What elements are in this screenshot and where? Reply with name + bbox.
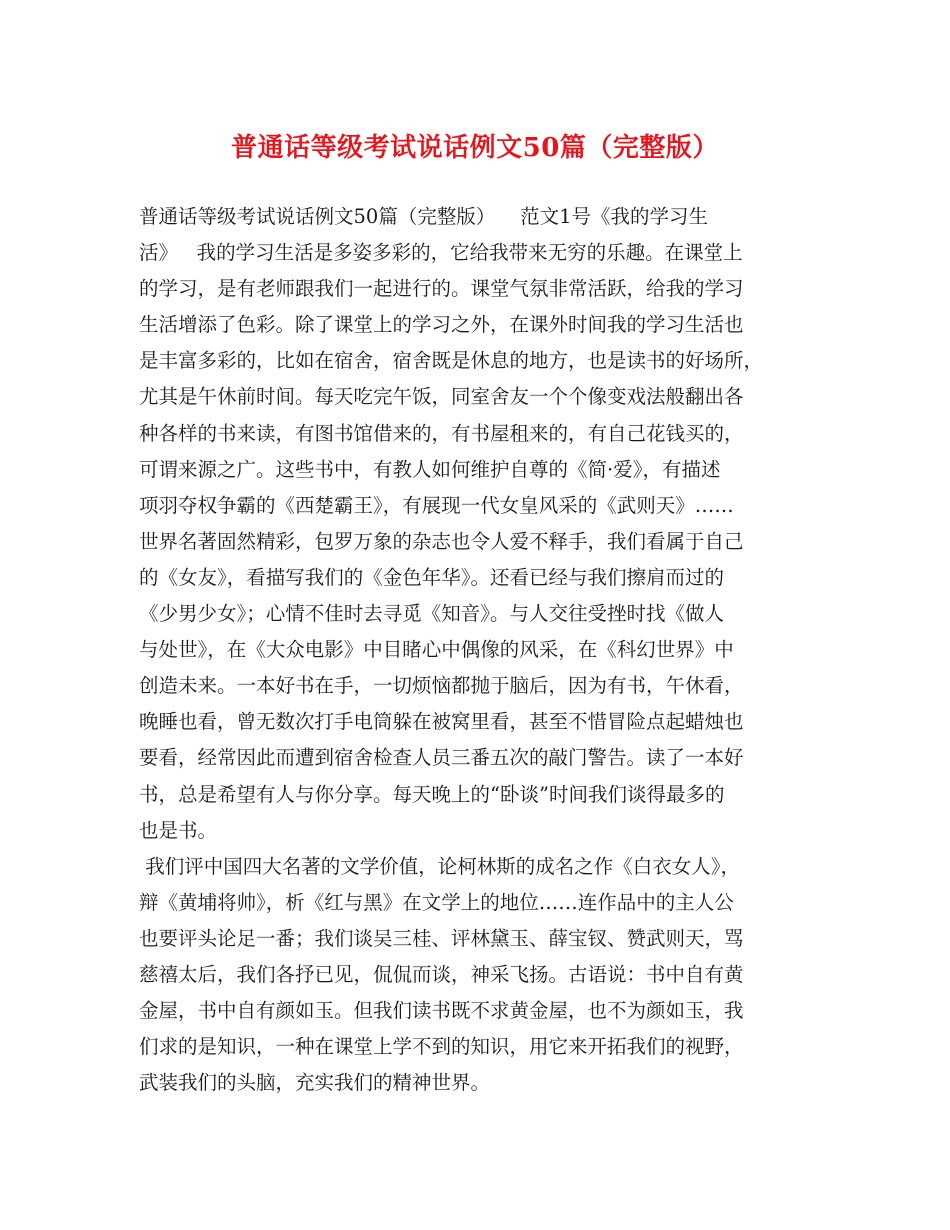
text-line: 要看，经常因此而遭到宿舍检查人员三番五次的敲门警告。读了一本好 (139, 746, 744, 770)
text-line: 的学习，是有老师跟我们一起进行的。课堂气氛非常活跃，给我的学习 (139, 277, 744, 301)
text-line: 普通话等级考试说话例文50篇（完整版） 范文1号《我的学习生 (139, 205, 709, 228)
text-line: 我们评中国四大名著的文学价值，论柯林斯的成名之作《白衣女人》， (139, 854, 740, 878)
text-line: 《少男少女》；心情不佳时去寻觅《知音》。与人交往受挫时找《做人 (139, 602, 725, 626)
text-line: 生活增添了色彩。除了课堂上的学习之外，在课外时间我的学习生活也 (139, 313, 744, 337)
text-line: 可谓来源之广。这些书中，有教人如何维护自尊的《简·爱》，有描述 (139, 457, 721, 481)
text-line: 项羽夺权争霸的《西楚霸王》，有展现一代女皇风采的《武则天》…… (139, 493, 734, 517)
text-line: 书，总是希望有人与你分享。每天晚上的“卧谈”时间我们谈得最多的 (139, 782, 725, 806)
text-line: 创造未来。一本好书在手，一切烦恼都抛于脑后，因为有书，午休看， (139, 674, 744, 698)
text-line: 金屋，书中自有颜如玉。但我们读书既不求黄金屋，也不为颜如玉，我 (139, 999, 744, 1023)
text-line: 也是书。 (139, 818, 218, 842)
text-line: 们求的是知识，一种在课堂上学不到的知识，用它来开拓我们的视野， (139, 1035, 744, 1059)
text-line: 种各样的书来读，有图书馆借来的，有书屋租来的，有自己花钱买的， (139, 421, 744, 445)
text-line: 晚睡也看，曾无数次打手电筒躲在被窝里看，甚至不惜冒险点起蜡烛也 (139, 710, 744, 734)
text-line: 尤其是午休前时间。每天吃完午饭，同室舍友一个个像变戏法般翻出各 (139, 385, 744, 409)
text-line: 与处世》，在《大众电影》中目睹心中偶像的风采，在《科幻世界》中 (139, 638, 734, 662)
text-line: 辩《黄埔将帅》，析《红与黑》在文学上的地位……连作品中的主人公 (139, 890, 734, 914)
text-line: 活》 我的学习生活是多姿多彩的，它给我带来无穷的乐趣。在课堂上 (139, 241, 743, 265)
document-title: 普通话等级考试说话例文50篇（完整版） (231, 133, 719, 163)
text-line: 武装我们的头脑，充实我们的精神世界。 (139, 1071, 491, 1095)
text-line: 是丰富多彩的，比如在宿舍，宿舍既是休息的地方，也是读书的好场所， (139, 349, 764, 373)
document-body (139, 199, 819, 1101)
text-line: 的《女友》，看描写我们的《金色年华》。还看已经与我们擦肩而过的 (139, 565, 725, 589)
text-line: 世界名著固然精彩，包罗万象的杂志也令人爱不释手，我们看属于自己 (139, 529, 744, 553)
text-line: 也要评头论足一番；我们谈吴三桂、评林黛玉、薛宝钗、赞武则天，骂 (139, 926, 744, 950)
text-line: 慈禧太后，我们各抒已见，侃侃而谈，神采飞扬。古语说：书中自有黄 (139, 962, 744, 986)
